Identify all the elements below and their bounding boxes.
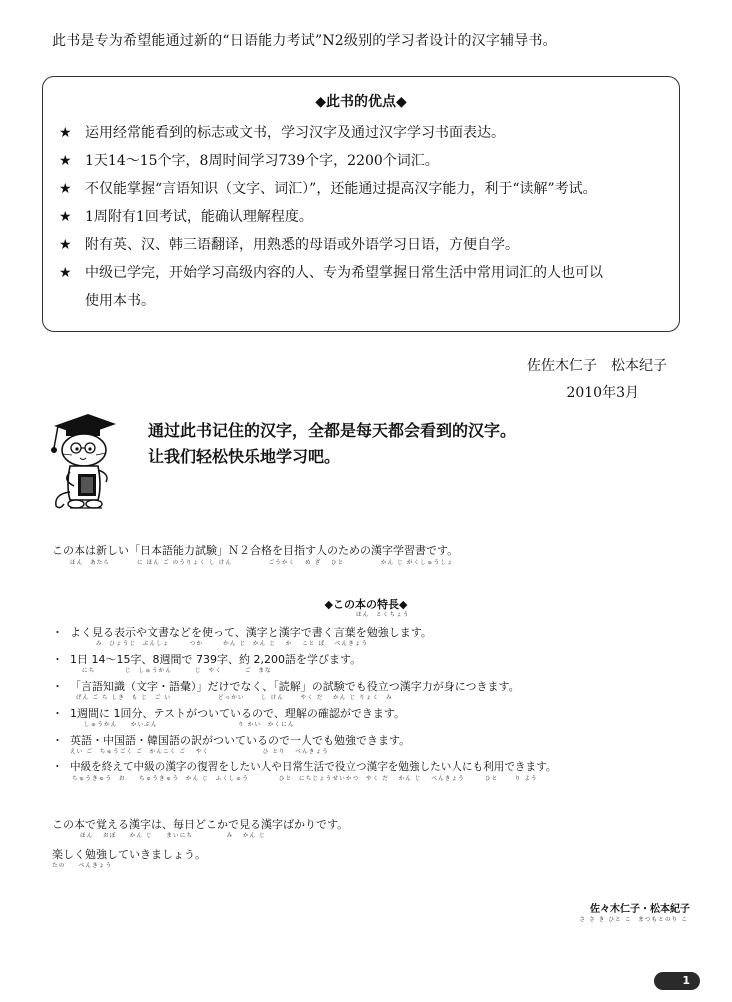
feature-ruby-jp: えい ご ちゅうごく ご かんこく ご やく ひ とり べんきょう — [70, 749, 329, 755]
mascot-cat-professor-image — [48, 408, 124, 514]
authors-jp: 佐々木仁子・松本紀子 — [590, 904, 690, 915]
authors-ruby-jp: さ さ き ひと こ まつもとのり こ — [579, 917, 688, 923]
feature-ruby-jp: げん ご ち しき も じ ご い どっかい し けん やく だ かん じ りょく み — [76, 695, 393, 701]
features-title-jp: ◆この本の特長◆ — [324, 598, 408, 611]
features-title-ruby-jp: ほん とくちょう — [356, 612, 410, 618]
message-line-1-cn: 通过此书记住的汉字，全都是每天都会看到的汉字。 — [148, 421, 517, 440]
date-cn: 2010年3月 — [566, 385, 639, 401]
feature-item-jp: ・ 1日 14～15字、8週間で 739字、約 2,200語を学びます。 — [52, 653, 362, 666]
star-icon: ★ — [59, 153, 72, 169]
page-number-badge: 1 — [654, 972, 700, 990]
feature-item-cn: ★ 1天14～15个字，8周时间学习739个字，2200个词汇。 — [59, 147, 669, 175]
star-icon: ★ — [59, 265, 72, 281]
star-icon: ★ — [59, 181, 72, 197]
intro-text-jp: この本は新しい「日本語能力試験」Ｎ２合格を目指す人のための漢字学習書です。 — [52, 544, 459, 557]
star-icon: ★ — [59, 209, 72, 225]
message-line-2-cn: 让我们轻松快乐地学习吧。 — [148, 447, 341, 466]
feature-item-continuation-cn: 使用本书。 — [85, 293, 155, 309]
feature-item-jp: ・ 1週間に 1回分、テストがついているので、理解の確認ができます。 — [52, 707, 405, 720]
feature-item-jp: ・ 中級を終えて中級の漢字の復習をしたい人や日常生活で役立つ漢字を勉強したい人にも利用できます。 — [52, 761, 557, 773]
closing-ruby-1-jp: ほん おぼ かん じ まいにち み かん じ — [80, 833, 266, 839]
feature-item-jp: ・ 英語・中国語・韓国語の訳がついているので一人でも勉強できます。 — [52, 734, 411, 747]
feature-item-jp: ・ 「言語知識（文字・語彙）」だけでなく、「読解」の試験でも役立つ漢字力が身につきます。 — [52, 680, 520, 693]
feature-item-jp: ・ よく見る表示や文書などを使って、漢字と漢字で書く言葉を勉強します。 — [52, 626, 432, 639]
features-box-cn — [42, 76, 680, 332]
authors-cn: 佐佐木仁子 松本纪子 — [527, 358, 667, 374]
closing-line-2-jp: 楽しく勉強していきましょう。 — [52, 848, 206, 861]
closing-line-1-jp: この本で覚える漢字は、毎日どこかで見る漢字ばかりです。 — [52, 818, 349, 831]
feature-ruby-jp: み ひょうじ ぶんしょ つか かん じ かん じ か こと ば べんきょう — [96, 641, 369, 647]
feature-ruby-jp: しゅうかん かいぶん り かい かくにん — [84, 722, 295, 728]
intro-ruby-jp: ほん あたら に ほん ご のうりょく し けん ごうかく め ざ ひと かん じ がくしゅうしょ — [70, 560, 454, 566]
feature-item-cn: ★ 中级已学完，开始学习高级内容的人、专为希望掌握日常生活中常用词汇的人也可以 — [59, 259, 669, 287]
feature-ruby-jp: にち じ しゅうかん じ やく ご まな — [82, 668, 272, 674]
intro-text-cn: 此书是专为希望能通过新的“日语能力考试”N2级别的学习者设计的汉字辅导书。 — [52, 33, 557, 49]
feature-ruby-jp: ちゅうきゅう お ちゅうきゅう かん じ ふくしゅう ひと にちじょうせいかつ やく だ かん じ べんきょう ひと り よう — [72, 776, 538, 782]
feature-item-cn: ★ 不仅能掌握“言语知识（文字、词汇）”，还能通过提高汉字能力，利于“读解”考试。 — [59, 175, 669, 203]
features-title-cn: ◆此书的优点◆ — [315, 94, 407, 110]
star-icon: ★ — [59, 237, 72, 253]
feature-item-cn: ★ 1周附有1回考试，能确认理解程度。 — [59, 203, 669, 231]
closing-ruby-2-jp: たの べんきょう — [52, 863, 113, 869]
feature-item-cn: ★ 运用经常能看到的标志或文书，学习汉字及通过汉字学习书面表达。 — [59, 119, 669, 147]
feature-item-cn: ★ 附有英、汉、韩三语翻译，用熟悉的母语或外语学习日语，方便自学。 — [59, 231, 669, 259]
star-icon: ★ — [59, 125, 72, 141]
